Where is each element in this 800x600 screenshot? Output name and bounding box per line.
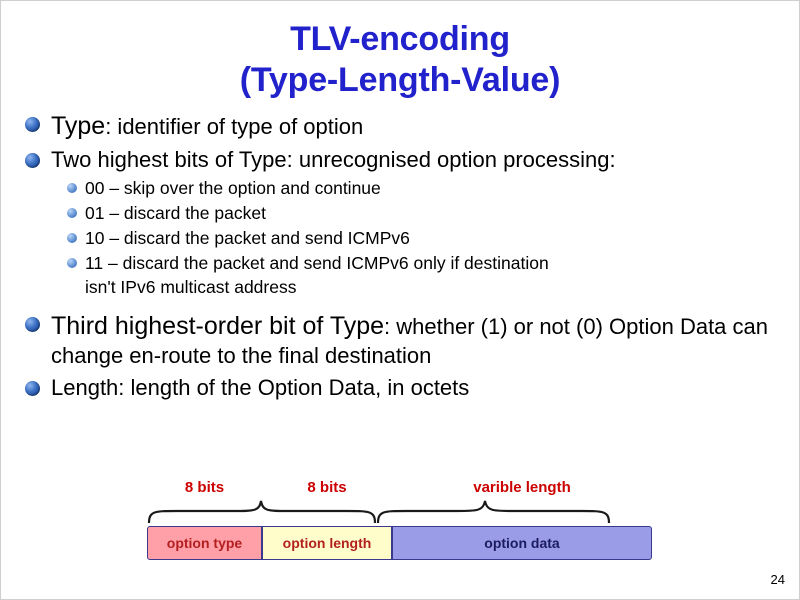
page-number: 24 <box>770 572 785 587</box>
bullet-text-length: Length: length of the Option Data, in octets <box>51 375 470 401</box>
bullet-dot-icon <box>25 153 40 168</box>
slide-body <box>19 110 781 403</box>
field-option-length: option length <box>262 526 392 560</box>
bullet-item-third-bit <box>19 310 781 370</box>
sub-bullet-list <box>19 176 781 300</box>
bullet-item-two-highest-bits <box>19 146 781 174</box>
list-item <box>19 251 781 301</box>
sub-bullet-dot-icon <box>67 183 77 193</box>
bullet-item-length <box>19 374 781 402</box>
label-type-bits: 8 bits <box>184 479 225 496</box>
bullet-dot-icon <box>25 117 40 132</box>
page-title <box>41 19 759 102</box>
title-line-2: (Type-Length-Value) <box>239 61 561 100</box>
bullet-text-third-bit: : whether (1) or not (0) Option Data can change en-route to the final destination <box>51 314 769 369</box>
list-item <box>19 226 781 251</box>
bullet-text-two-highest-bits: Two highest bits of Type: unrecognised option processing: <box>51 146 616 172</box>
bullet-dot-icon <box>25 381 40 396</box>
label-data-length: varible length <box>473 479 571 496</box>
title-line-1: TLV-encoding <box>290 20 510 58</box>
sub-bullet-text-00: 00 – skip over the option and continue <box>85 178 381 199</box>
field-option-data: option data <box>392 526 652 560</box>
bullet-lead-type: Type <box>51 111 106 140</box>
list-item <box>19 201 781 226</box>
sub-bullet-dot-icon <box>67 233 77 243</box>
list-item <box>19 176 781 201</box>
sub-bullet-dot-icon <box>67 208 77 218</box>
sub-bullet-text-11: 11 – discard the packet and send ICMPv6 only if destination <box>85 252 549 273</box>
sub-bullet-text-01: 01 – discard the packet <box>85 202 266 223</box>
sub-bullet-text-10: 10 – discard the packet and send ICMPv6 <box>85 227 410 248</box>
label-length-bits: 8 bits <box>307 479 347 496</box>
bullet-item-type <box>19 110 781 142</box>
sub-bullet-text-11-cont: isn't IPv6 multicast address <box>85 277 297 298</box>
tlv-field-row <box>147 526 652 560</box>
bullet-text-type: : identifier of type of option <box>105 113 364 139</box>
brace-icon <box>147 499 667 525</box>
tlv-diagram <box>1 471 800 581</box>
sub-bullet-dot-icon <box>67 258 77 268</box>
bullet-dot-icon <box>25 317 40 332</box>
field-option-type: option type <box>147 526 262 560</box>
bullet-lead-third-bit: Third highest-order bit of Type <box>51 312 385 341</box>
